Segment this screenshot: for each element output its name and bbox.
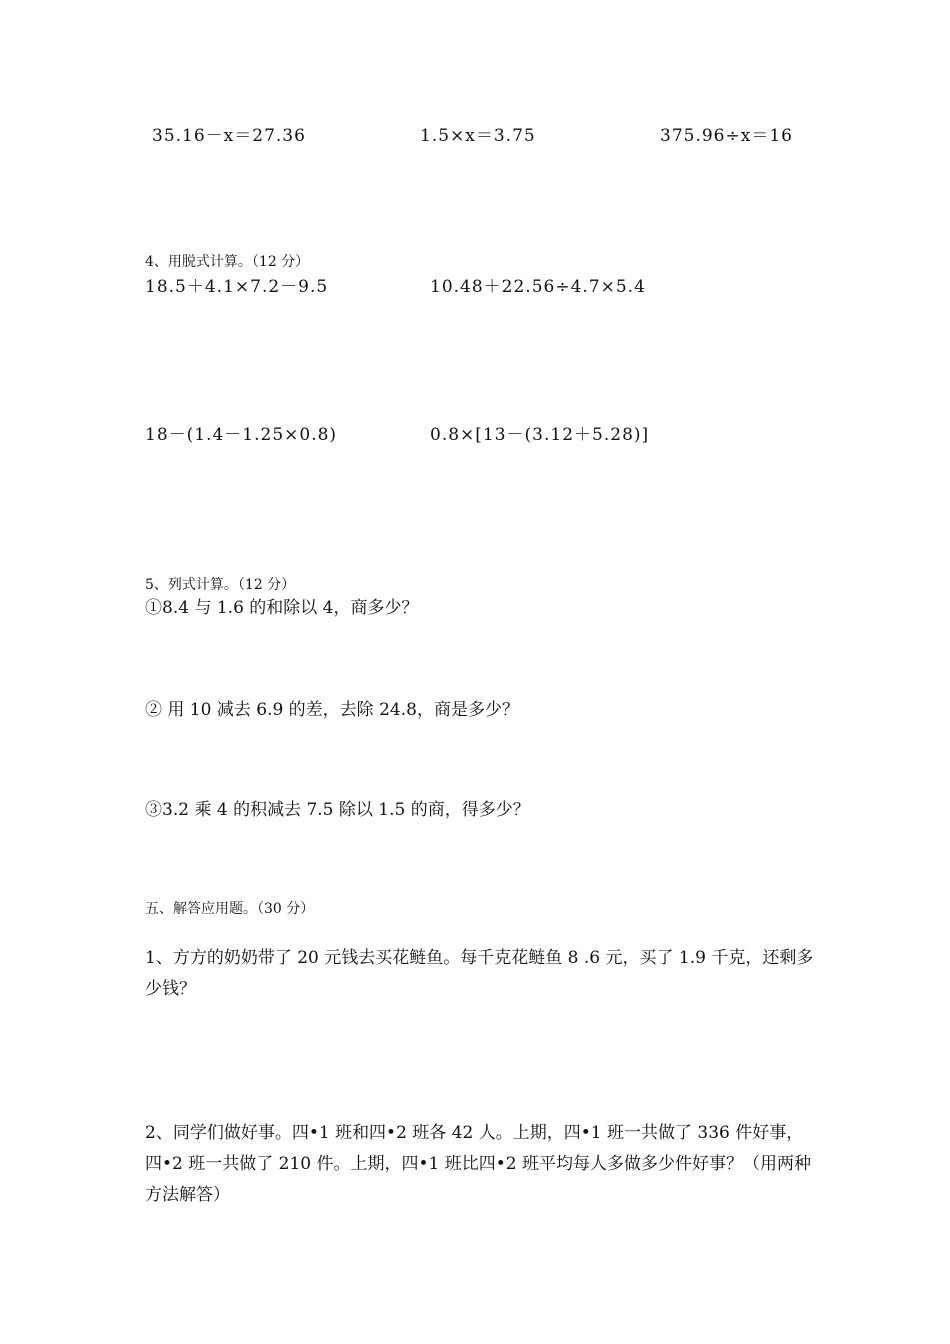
calc-problem-2: 10.48＋22.56÷4.7×5.4 [430,277,646,297]
equation-1: 35.16－x＝27.36 [152,126,306,146]
word-calc-item-3: ③3.2 乘 4 的积减去 7.5 除以 1.5 的商，得多少？ [145,800,530,820]
word-calc-item-2: ② 用 10 减去 6.9 的差，去除 24.8，商是多少？ [145,700,519,720]
calc-problem-4: 0.8×[13－(3.12＋5.28)] [430,425,650,445]
section-4-header: 4、用脱式计算。（12 分） [145,254,310,270]
word-calc-item-1: ①8.4 与 1.6 的和除以 4，商多少？ [145,598,419,618]
calc-problem-3: 18－(1.4－1.25×0.8) [145,425,338,445]
application-question-2: 2、同学们做好事。四•1 班和四•2 班各 42 人。上期，四•1 班一共做了 336 件好事，四•2 班一共做了 210 件。上期，四•1 班比四•2 班平均每人多做多少件好事？（用两种方法解答） [145,1123,811,1205]
application-question-1: 1、方方的奶奶带了 20 元钱去买花鲢鱼。每千克花鲢鱼 8 .6 元，买了 1.9 千克，还剩多少钱？ [145,948,814,999]
part-5-header: 五、解答应用题。（30 分） [145,901,315,917]
calc-problem-1: 18.5＋4.1×7.2－9.5 [145,277,329,297]
equation-2: 1.5×x＝3.75 [420,126,536,146]
equation-3: 375.96÷x＝16 [660,126,793,146]
section-5-header: 5、列式计算。（12 分） [145,577,296,593]
